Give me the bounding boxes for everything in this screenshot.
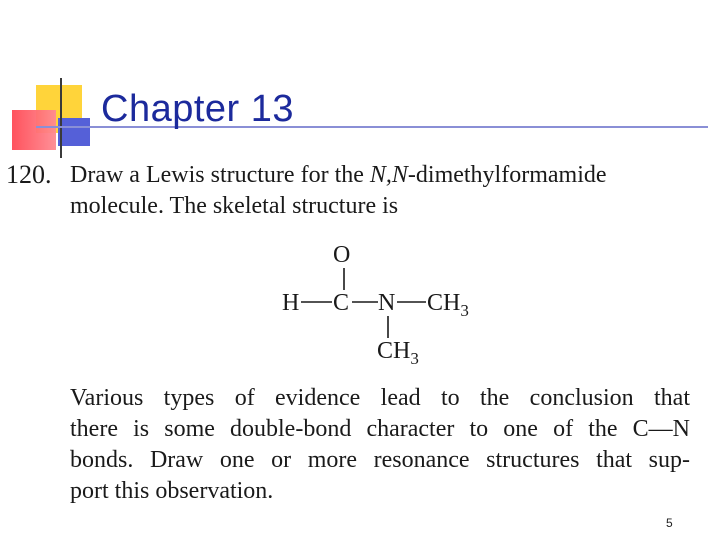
followup-line-1: Various types of evidence lead to the conclusion that (70, 385, 690, 411)
question-followup (70, 383, 690, 507)
methyl-bottom-subscript: 3 (410, 349, 419, 368)
methyl-group-right (427, 290, 469, 320)
question-number: 120. (6, 160, 52, 189)
prompt-line-1 (70, 160, 690, 191)
atom-carbon: C (333, 290, 350, 316)
decorative-blue-square (58, 118, 90, 146)
prompt-text-a: Draw a Lewis structure for the (70, 162, 370, 188)
methyl-right-subscript: 3 (460, 301, 469, 320)
slide-title: Chapter 13 (101, 88, 295, 130)
atom-hydrogen: H (282, 290, 300, 316)
question-prompt (70, 160, 690, 222)
skeletal-structure-diagram (270, 238, 510, 368)
methyl-bottom-label: CH (377, 338, 411, 364)
followup-line-3: bonds. Draw one or more resonance structures that sup- (70, 447, 690, 473)
followup-line-2: there is some double-bond character to one of the C—N (70, 416, 690, 442)
atom-oxygen: O (333, 242, 351, 268)
methyl-group-bottom (377, 338, 419, 368)
decorative-vertical-line (60, 78, 62, 158)
methyl-right-label: CH (427, 290, 461, 316)
decorative-red-square (12, 110, 56, 150)
page-number: 5 (666, 516, 673, 530)
prompt-text-b: -dimethylformamide (407, 162, 607, 188)
prompt-italic: N,N (369, 162, 408, 188)
followup-line-4: port this observation. (70, 478, 274, 504)
prompt-line-2: molecule. The skeletal structure is (70, 193, 399, 219)
atom-nitrogen: N (378, 290, 396, 316)
